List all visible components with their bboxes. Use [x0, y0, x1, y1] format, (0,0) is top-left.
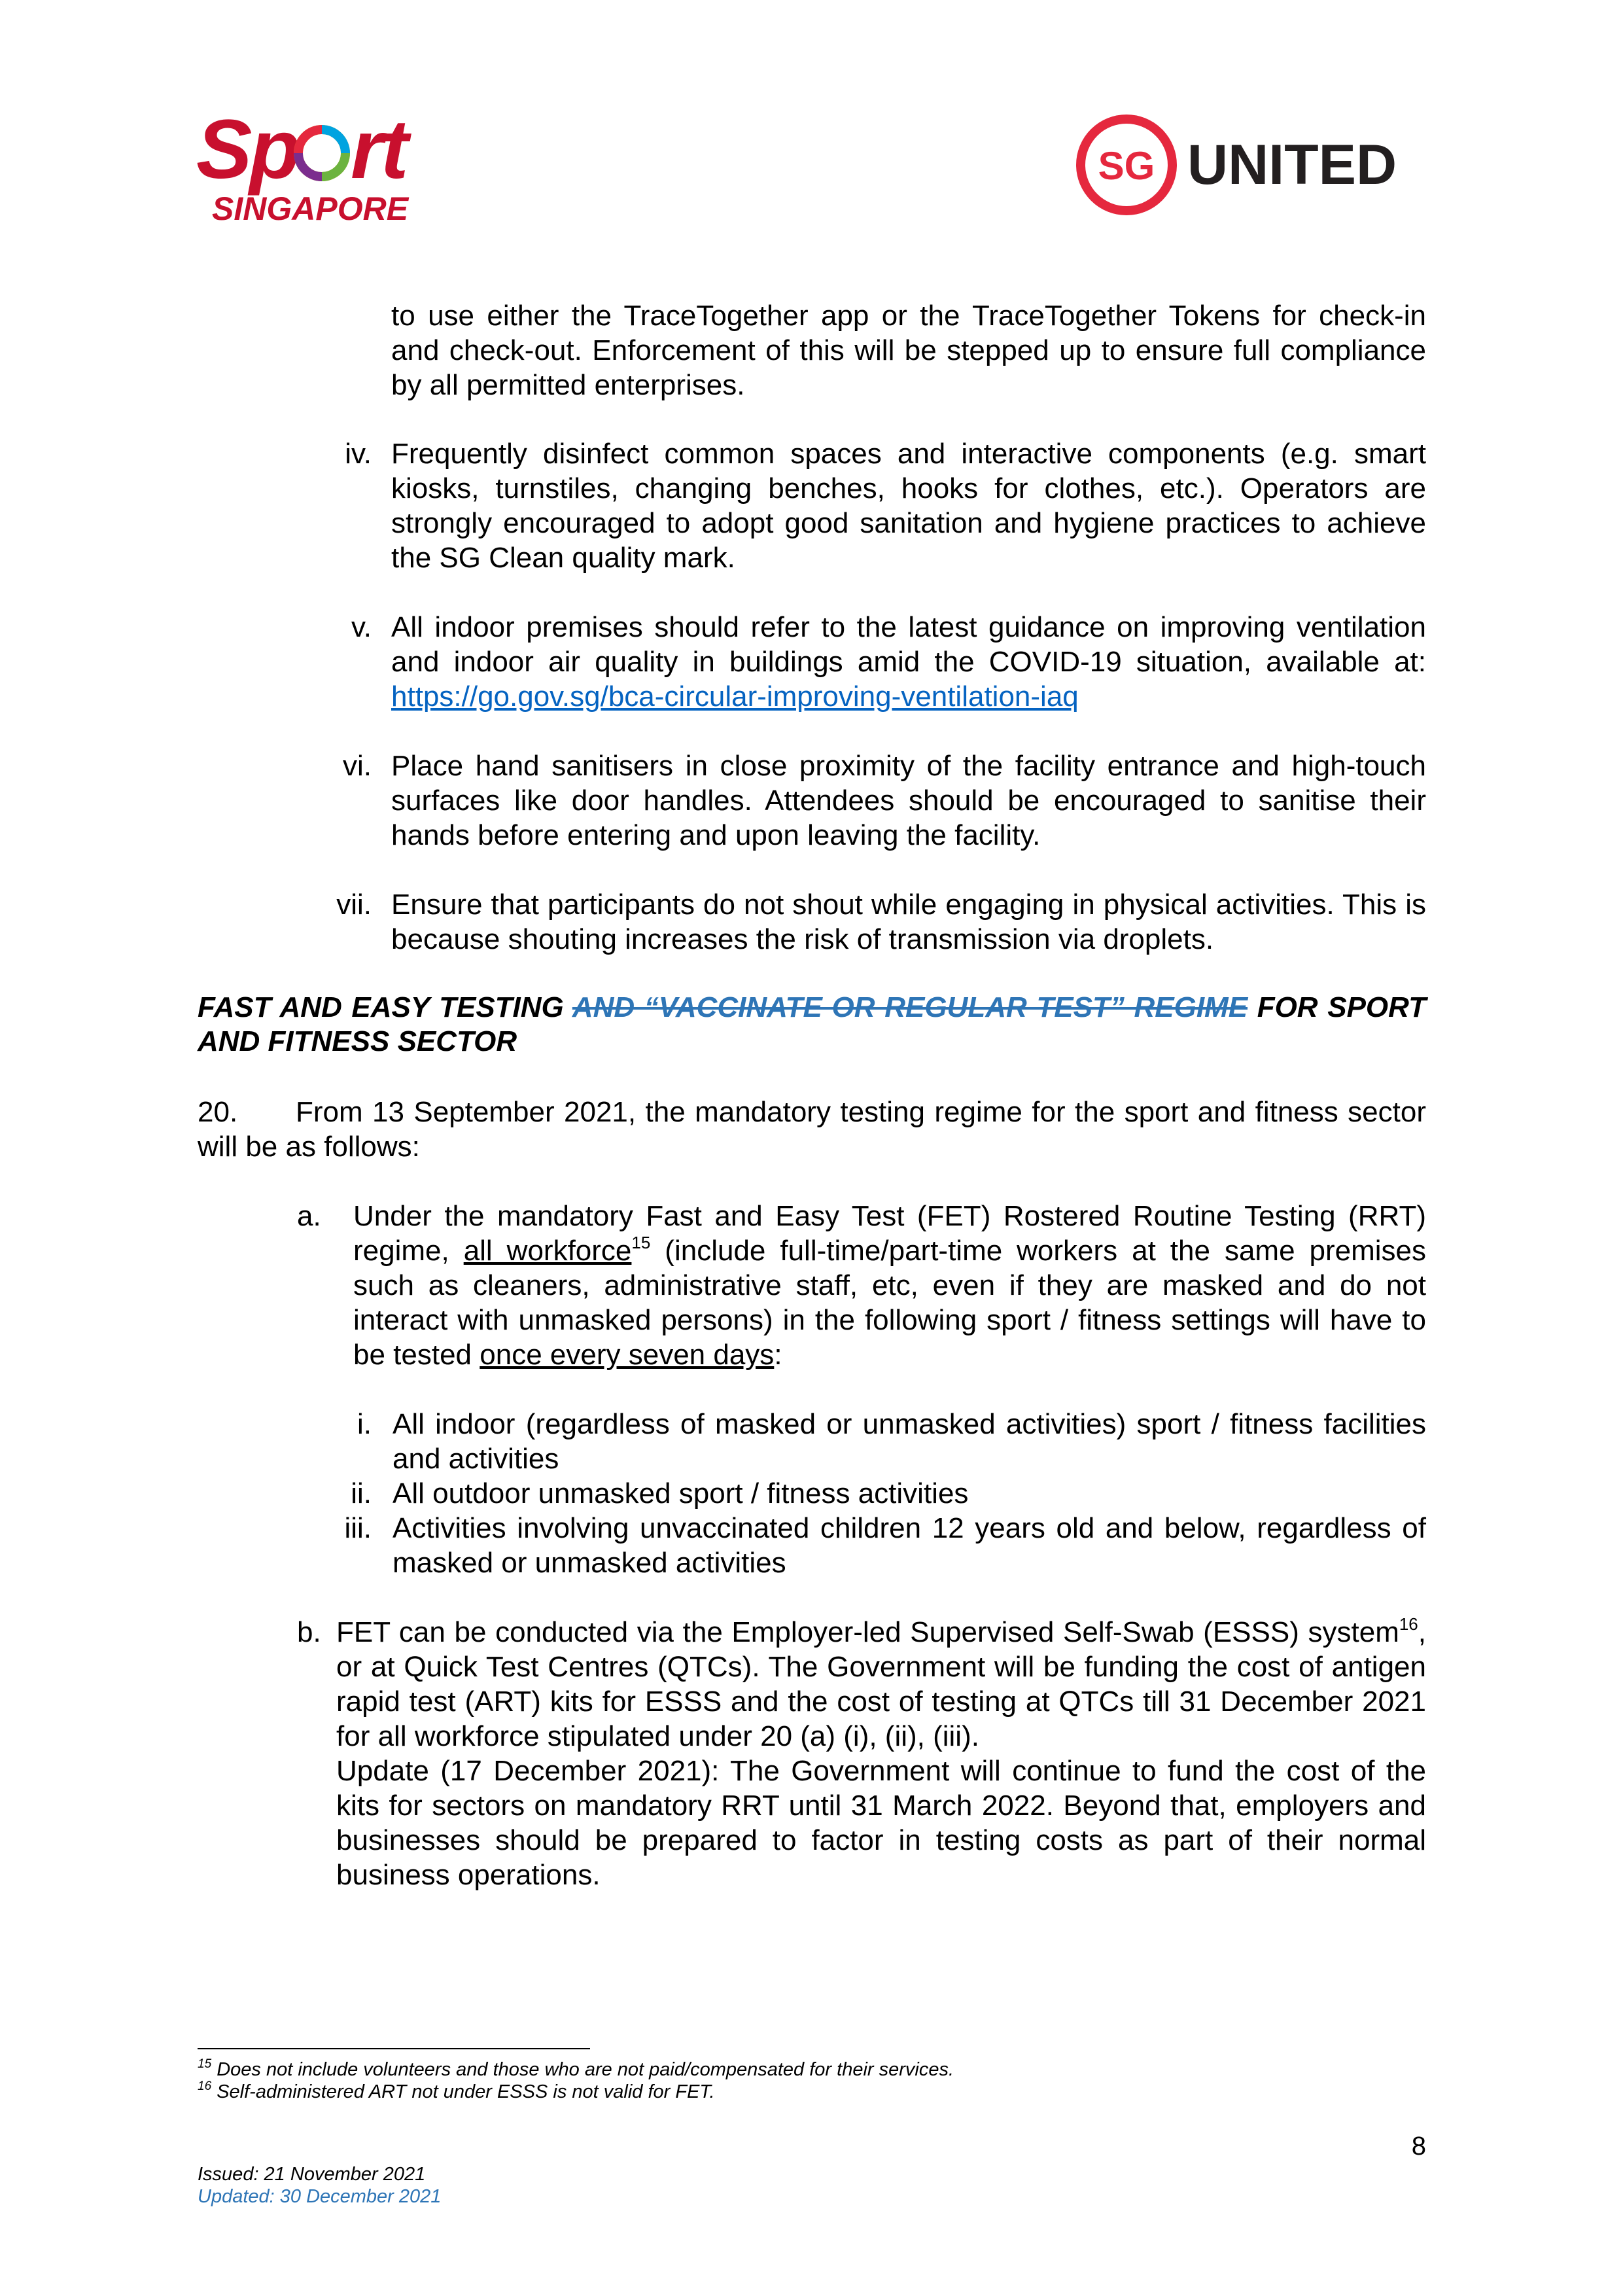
footnote-15-text: Does not include volunteers and those who are not paid/compensated for their services.: [211, 2059, 954, 2080]
sub-item-ii-text: All outdoor unmasked sport / fitness activities: [393, 1477, 969, 1510]
svg-text:SG: SG: [1098, 144, 1155, 188]
item-b-update: Update (17 December 2021): The Government will continue to fund the cost of the kits for sectors on mandatory RRT until 31 March 2022. Beyond that, employers and businesses should be prepared to factor in testing costs as part of their normal business operations.: [336, 1755, 1426, 1891]
sg-united-logo-mark: [1073, 111, 1426, 222]
section-heading: [198, 991, 1426, 1059]
item-vii-number: vii.: [336, 889, 372, 921]
sub-item-ii-number: ii.: [351, 1477, 372, 1510]
item-iv-text: Frequently disinfect common spaces and interactive components (e.g. smart kiosks, turnstiles, changing benches, hooks for clothes, etc.). Operators are strongly encouraged to adopt good sanitation and hygiene practices to achieve the SG Clean quality mark.: [391, 438, 1426, 574]
svg-text:rt: rt: [351, 105, 406, 196]
footnote-16-number: 16: [198, 2079, 212, 2093]
paragraph-20: [198, 1095, 1426, 1164]
once-every-seven-days-text: once every seven days: [480, 1339, 775, 1371]
item-vi-number: vi.: [343, 750, 372, 782]
footnote-ref-16[interactable]: 16: [1399, 1614, 1418, 1634]
item-a-part-1: Under the mandatory Fast and Easy Test (FET) Rostered Routine Testing (RRT) regime,: [353, 1200, 1426, 1267]
continuation-paragraph: to use either the TraceTogether app or the TraceTogether Tokens for check-in and check-out. Enforcement of this will be stepped up to ensure full compliance by all permitted enterprises.: [391, 300, 1426, 401]
sport-logo-mark: [194, 105, 455, 229]
sub-item-i-number: i.: [357, 1408, 372, 1440]
sport-singapore-logo: [194, 105, 455, 229]
footnote-16: [198, 2081, 1426, 2103]
page-number: 8: [1411, 2132, 1426, 2161]
heading-part-2: FOR SPORT AND FITNESS SECTOR: [198, 991, 1427, 1057]
paragraph-20-text: From 13 September 2021, the mandatory testing regime for the sport and fitness sector will be as follows:: [198, 1096, 1426, 1163]
item-b-text: [336, 1615, 1426, 1892]
item-b-part-1: FET can be conducted via the Employer-led Supervised Self-Swab (ESSS) system: [336, 1616, 1399, 1648]
item-v-text: [391, 610, 1426, 714]
footnote-divider: [198, 2048, 590, 2049]
sg-united-logo: [1073, 111, 1426, 222]
item-vii-text: Ensure that participants do not shout while engaging in physical activities. This is because shouting increases the risk of transmission via droplets.: [391, 889, 1426, 955]
issued-date: Issued: 21 November 2021: [198, 2164, 426, 2185]
heading-part-1: FAST AND EASY TESTING: [198, 991, 572, 1023]
item-vi-text: Place hand sanitisers in close proximity of the facility entrance and high-touch surfaces like door handles. Attendees should be encouraged to sanitise their hands before entering and upon leaving the facility.: [391, 750, 1426, 851]
updated-date: Updated: 30 December 2021: [198, 2186, 442, 2207]
item-a-part-2: (include full-time/part-time workers at the same premises such as cleaners, administrative staff, etc, even if they are masked and do not interact with unmasked persons) in the following sport / fitness settings will have to be tested: [353, 1235, 1426, 1371]
all-workforce-text: all workforce: [463, 1235, 632, 1267]
item-v-number: v.: [351, 611, 372, 643]
sub-item-i-text: All indoor (regardless of masked or unmasked activities) sport / fitness facilities and activities: [393, 1408, 1426, 1475]
item-b-label: b.: [297, 1616, 321, 1648]
footnote-ref-15[interactable]: 15: [631, 1233, 651, 1252]
footnote-16-text: Self-administered ART not under ESSS is not valid for FET.: [211, 2081, 715, 2102]
footnote-15-number: 15: [198, 2057, 212, 2071]
footnote-15: [198, 2059, 1426, 2081]
sub-item-iii-number: iii.: [344, 1512, 372, 1544]
svg-text:SINGAPORE: SINGAPORE: [212, 190, 409, 227]
item-a-label: a.: [297, 1200, 321, 1232]
paragraph-20-number: 20.: [198, 1096, 238, 1128]
item-iv-number: iv.: [345, 438, 372, 470]
item-b-part-2: , or at Quick Test Centres (QTCs). The Government will be funding the cost of antigen rapid test (ART) kits for ESSS and the cost of testing at QTCs till 31 December 2021 for all workforce stipulated under 20 (a) (i), (ii), (iii).: [336, 1616, 1426, 1752]
sub-item-iii-text: Activities involving unvaccinated children 12 years old and below, regardless of masked or unmasked activities: [393, 1512, 1426, 1579]
svg-text:UNITED: UNITED: [1187, 133, 1397, 196]
item-a-part-3: :: [774, 1339, 782, 1371]
heading-struck-text: AND “VACCINATE OR REGULAR TEST” REGIME: [572, 991, 1248, 1023]
item-v-body: All indoor premises should refer to the latest guidance on improving ventilation and indoor air quality in buildings amid the COVID-19 situation, available at:: [391, 611, 1426, 678]
svg-text:Sp: Sp: [196, 105, 298, 196]
item-a-text: [353, 1199, 1426, 1372]
bca-ventilation-link[interactable]: https://go.gov.sg/bca-circular-improving-ventilation-iaq: [391, 680, 1079, 713]
